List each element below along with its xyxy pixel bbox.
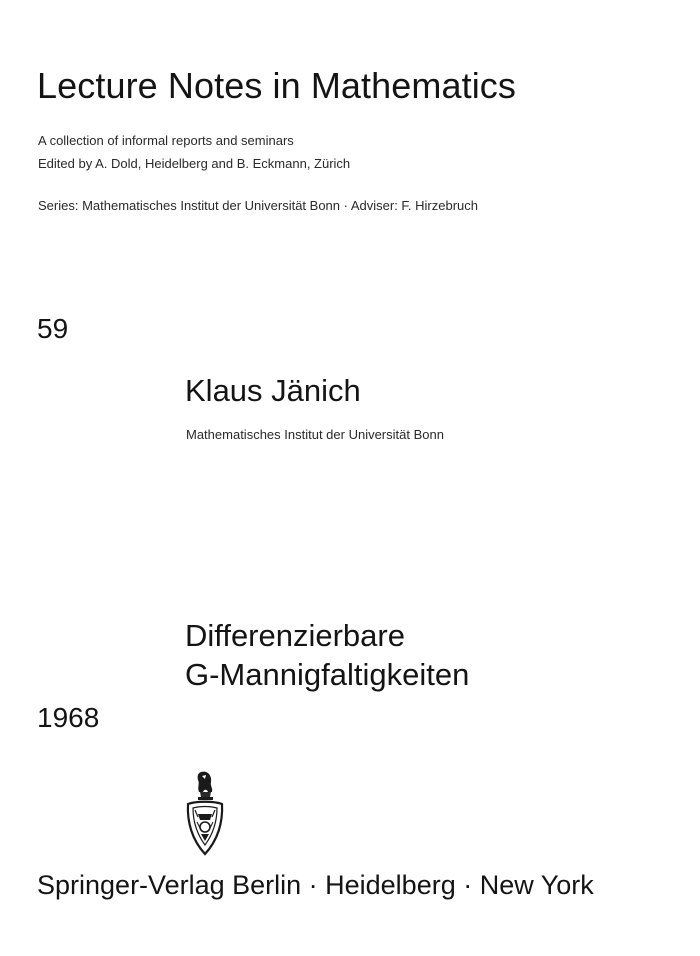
volume-number: 59: [37, 313, 69, 344]
publisher-line: Springer-Verlag Berlin · Heidelberg · New York: [37, 870, 594, 900]
series-info: Series: Mathematisches Institut der Universität Bonn · Adviser: F. Hirzebruch: [38, 198, 479, 213]
publication-year: 1968: [37, 702, 100, 733]
series-editors: Edited by A. Dold, Heidelberg and B. Eckmann, Zürich: [38, 156, 351, 171]
series-title: Lecture Notes in Mathematics: [37, 65, 517, 106]
author-name: Klaus Jänich: [185, 373, 361, 408]
book-title-line-2: G-Mannigfaltigkeiten: [185, 657, 470, 692]
series-subtitle: A collection of informal reports and seminars: [38, 133, 294, 148]
springer-knight-logo-icon: [184, 770, 226, 860]
book-title-line-1: Differenzierbare: [185, 618, 405, 653]
author-affiliation: Mathematisches Institut der Universität Bonn: [186, 427, 444, 442]
